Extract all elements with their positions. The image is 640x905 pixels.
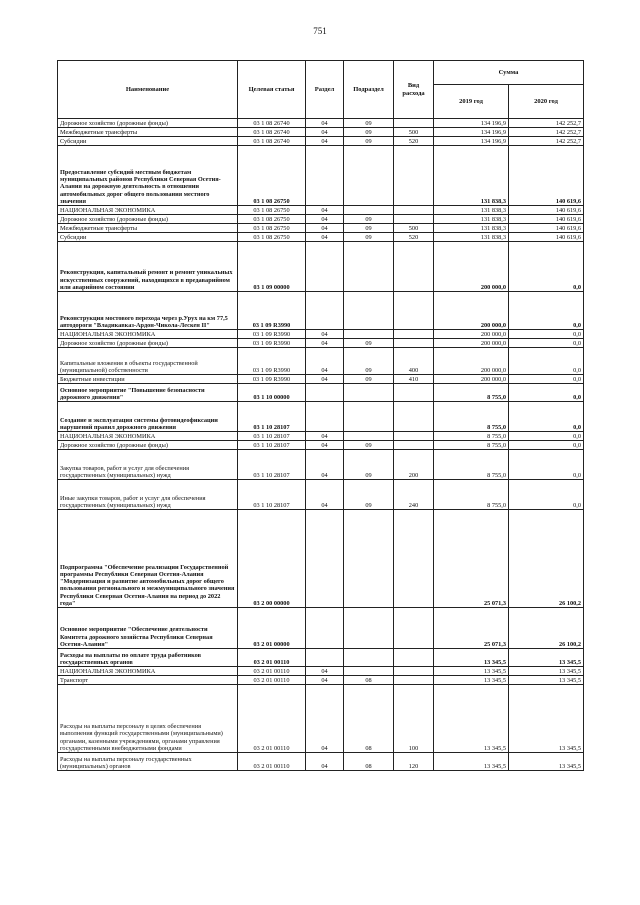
row-name: Транспорт (58, 676, 238, 685)
row-subsection (344, 384, 394, 402)
row-section: 04 (306, 450, 344, 480)
row-subsection: 09 (344, 450, 394, 480)
table-row (58, 480, 584, 510)
header-expense-type: Вид расхода (394, 61, 434, 119)
table-row (58, 339, 584, 348)
row-target: 03 1 10 28107 (238, 450, 306, 480)
row-name: Иные закупки товаров, работ и услуг для обеспечения государственных (муниципальных) нужд (58, 480, 238, 510)
row-target: 03 2 01 00110 (238, 676, 306, 685)
row-expense-type (394, 330, 434, 339)
row-sum-2020: 0,0 (509, 432, 584, 441)
row-sum-2020: 0,0 (509, 384, 584, 402)
row-section (306, 608, 344, 649)
row-expense-type: 520 (394, 137, 434, 146)
row-target: 03 1 10 28107 (238, 402, 306, 432)
table-row (58, 215, 584, 224)
row-sum-2019: 131 838,3 (434, 224, 509, 233)
table-row (58, 242, 584, 292)
row-subsection: 09 (344, 339, 394, 348)
row-sum-2020: 13 345,5 (509, 676, 584, 685)
row-sum-2020: 0,0 (509, 450, 584, 480)
table-row (58, 753, 584, 771)
row-section: 04 (306, 339, 344, 348)
table-row (58, 206, 584, 215)
table-row (58, 667, 584, 676)
row-sum-2020: 13 345,5 (509, 649, 584, 667)
row-section (306, 510, 344, 608)
row-sum-2019: 25 071,3 (434, 608, 509, 649)
row-subsection: 09 (344, 348, 394, 375)
row-subsection: 09 (344, 233, 394, 242)
row-expense-type (394, 510, 434, 608)
row-subsection: 09 (344, 215, 394, 224)
row-sum-2019: 200 000,0 (434, 339, 509, 348)
row-sum-2019: 134 196,9 (434, 137, 509, 146)
row-expense-type (394, 215, 434, 224)
row-target: 03 1 09 R3990 (238, 330, 306, 339)
row-name: Капитальные вложения в объекты государственной (муниципальной) собственности (58, 348, 238, 375)
row-sum-2019: 13 345,5 (434, 685, 509, 753)
row-sum-2019: 134 196,9 (434, 119, 509, 128)
row-section: 04 (306, 215, 344, 224)
row-subsection: 09 (344, 375, 394, 384)
row-name: Расходы на выплаты персоналу в целях обеспечения выполнения функций государственными (муниципальными) органами, казенными учреждениями, органами управления государственными внебюджетными фондами (58, 685, 238, 753)
table-row (58, 441, 584, 450)
table-row (58, 128, 584, 137)
table-row (58, 292, 584, 330)
table-row (58, 510, 584, 608)
row-sum-2019: 8 755,0 (434, 480, 509, 510)
row-section: 04 (306, 676, 344, 685)
row-target: 03 2 00 00000 (238, 510, 306, 608)
row-name: Предоставление субсидий местным бюджетам муниципальных районов Республики Северная Осетия-Алания на дорожную деятельность в отношении автомобильных дорог общего пользования местного значения (58, 146, 238, 206)
row-name: Расходы на выплаты по оплате труда работников государственных органов (58, 649, 238, 667)
row-sum-2019: 25 071,3 (434, 510, 509, 608)
row-section (306, 292, 344, 330)
table-row (58, 137, 584, 146)
row-sum-2019: 200 000,0 (434, 330, 509, 339)
row-sum-2019: 8 755,0 (434, 450, 509, 480)
row-subsection: 08 (344, 753, 394, 771)
row-sum-2019: 131 838,3 (434, 206, 509, 215)
row-sum-2019: 200 000,0 (434, 375, 509, 384)
row-sum-2020: 0,0 (509, 441, 584, 450)
row-subsection (344, 608, 394, 649)
row-expense-type (394, 119, 434, 128)
row-section: 04 (306, 348, 344, 375)
row-sum-2019: 13 345,5 (434, 676, 509, 685)
row-sum-2019: 13 345,5 (434, 667, 509, 676)
row-target: 03 1 08 26750 (238, 146, 306, 206)
row-name: НАЦИОНАЛЬНАЯ ЭКОНОМИКА (58, 330, 238, 339)
row-subsection (344, 402, 394, 432)
row-sum-2020: 0,0 (509, 375, 584, 384)
row-target: 03 1 08 26740 (238, 128, 306, 137)
row-subsection (344, 146, 394, 206)
row-sum-2020: 0,0 (509, 339, 584, 348)
row-section (306, 402, 344, 432)
row-name: Подпрограмма "Обеспечение реализации Государственной программы Республики Северная Осетия-Алания "Модернизация и развитие автомобильных дорог общего пользования регионального и межмуниципального значения Республики Северная Осетия-Алания на период до 2022 года" (58, 510, 238, 608)
table-row (58, 384, 584, 402)
table-row (58, 676, 584, 685)
row-sum-2019: 200 000,0 (434, 292, 509, 330)
row-section (306, 649, 344, 667)
header-sum: Сумма (434, 61, 584, 85)
table-row (58, 233, 584, 242)
row-sum-2020: 13 345,5 (509, 667, 584, 676)
row-section: 04 (306, 667, 344, 676)
row-sum-2020: 0,0 (509, 402, 584, 432)
row-target: 03 1 08 26750 (238, 215, 306, 224)
table-row (58, 649, 584, 667)
table-row (58, 608, 584, 649)
row-expense-type (394, 667, 434, 676)
row-expense-type (394, 292, 434, 330)
header-section: Раздел (306, 61, 344, 119)
row-target: 03 2 01 00000 (238, 608, 306, 649)
row-sum-2020: 0,0 (509, 292, 584, 330)
row-sum-2020: 13 345,5 (509, 685, 584, 753)
row-name: Межбюджетные трансферты (58, 224, 238, 233)
row-expense-type (394, 242, 434, 292)
row-target: 03 1 09 R3990 (238, 348, 306, 375)
table-row (58, 224, 584, 233)
row-target: 03 2 01 00110 (238, 667, 306, 676)
row-name: Субсидии (58, 233, 238, 242)
row-expense-type: 500 (394, 128, 434, 137)
row-expense-type (394, 146, 434, 206)
row-sum-2020: 13 345,5 (509, 753, 584, 771)
row-name: Основное мероприятие "Обеспечение деятельности Комитета дорожного хозяйства Республики Северная Осетия-Алания" (58, 608, 238, 649)
row-target: 03 1 08 26740 (238, 119, 306, 128)
row-subsection: 09 (344, 224, 394, 233)
row-subsection: 08 (344, 676, 394, 685)
row-sum-2020: 140 619,6 (509, 146, 584, 206)
row-target: 03 1 10 00000 (238, 384, 306, 402)
table-row (58, 432, 584, 441)
row-sum-2019: 200 000,0 (434, 242, 509, 292)
row-sum-2019: 8 755,0 (434, 384, 509, 402)
row-section (306, 146, 344, 206)
row-name: Создание и эксплуатация системы фотовидеофиксации нарушений правил дорожного движения (58, 402, 238, 432)
row-section: 04 (306, 330, 344, 339)
row-expense-type: 400 (394, 348, 434, 375)
row-name: Дорожное хозяйство (дорожные фонды) (58, 119, 238, 128)
row-sum-2019: 8 755,0 (434, 402, 509, 432)
row-subsection (344, 432, 394, 441)
row-section: 04 (306, 128, 344, 137)
row-expense-type (394, 608, 434, 649)
row-sum-2019: 131 838,3 (434, 146, 509, 206)
row-target: 03 1 10 28107 (238, 441, 306, 450)
row-sum-2019: 13 345,5 (434, 753, 509, 771)
row-subsection: 09 (344, 441, 394, 450)
row-target: 03 1 09 R3990 (238, 375, 306, 384)
row-name: НАЦИОНАЛЬНАЯ ЭКОНОМИКА (58, 206, 238, 215)
row-section: 04 (306, 224, 344, 233)
row-name: Расходы на выплаты персоналу государственных (муниципальных) органов (58, 753, 238, 771)
row-sum-2019: 8 755,0 (434, 432, 509, 441)
row-target: 03 1 08 26750 (238, 233, 306, 242)
row-subsection (344, 330, 394, 339)
row-section: 04 (306, 480, 344, 510)
row-expense-type (394, 206, 434, 215)
row-expense-type (394, 676, 434, 685)
table-row (58, 375, 584, 384)
row-sum-2019: 131 838,3 (434, 215, 509, 224)
budget-table (57, 60, 584, 771)
row-section: 04 (306, 685, 344, 753)
row-expense-type (394, 432, 434, 441)
row-name: Дорожное хозяйство (дорожные фонды) (58, 339, 238, 348)
row-expense-type (394, 402, 434, 432)
row-name: НАЦИОНАЛЬНАЯ ЭКОНОМИКА (58, 432, 238, 441)
row-target: 03 1 08 26750 (238, 224, 306, 233)
header-year-2020: 2020 год (509, 85, 584, 119)
row-section: 04 (306, 233, 344, 242)
row-target: 03 2 01 00110 (238, 685, 306, 753)
row-name: НАЦИОНАЛЬНАЯ ЭКОНОМИКА (58, 667, 238, 676)
row-sum-2020: 0,0 (509, 330, 584, 339)
header-subsection: Подраздел (344, 61, 394, 119)
header-year-2019: 2019 год (434, 85, 509, 119)
row-name: Дорожное хозяйство (дорожные фонды) (58, 441, 238, 450)
row-name: Дорожное хозяйство (дорожные фонды) (58, 215, 238, 224)
row-expense-type: 240 (394, 480, 434, 510)
row-sum-2020: 142 252,7 (509, 137, 584, 146)
row-section: 04 (306, 119, 344, 128)
row-sum-2020: 140 619,6 (509, 206, 584, 215)
row-section: 04 (306, 432, 344, 441)
row-target: 03 1 09 00000 (238, 242, 306, 292)
row-sum-2020: 140 619,6 (509, 224, 584, 233)
row-section: 04 (306, 753, 344, 771)
row-name: Реконструкция, капитальный ремонт и ремонт уникальных искусственных сооружений, находящихся в предаварийном или аварийном состоянии (58, 242, 238, 292)
row-section (306, 242, 344, 292)
row-name: Основное мероприятие "Повышение безопасности дорожного движения" (58, 384, 238, 402)
row-expense-type (394, 384, 434, 402)
row-name: Субсидии (58, 137, 238, 146)
row-expense-type: 120 (394, 753, 434, 771)
page-number: 751 (313, 26, 327, 36)
row-subsection (344, 667, 394, 676)
row-section: 04 (306, 375, 344, 384)
row-sum-2020: 0,0 (509, 480, 584, 510)
row-section: 04 (306, 441, 344, 450)
table-row (58, 685, 584, 753)
row-sum-2020: 26 100,2 (509, 510, 584, 608)
table-row (58, 330, 584, 339)
row-subsection: 08 (344, 685, 394, 753)
row-sum-2019: 131 838,3 (434, 233, 509, 242)
row-expense-type: 200 (394, 450, 434, 480)
row-section (306, 384, 344, 402)
table-row (58, 450, 584, 480)
row-expense-type (394, 649, 434, 667)
row-expense-type: 410 (394, 375, 434, 384)
row-section: 04 (306, 206, 344, 215)
row-subsection (344, 242, 394, 292)
row-subsection (344, 649, 394, 667)
row-subsection (344, 292, 394, 330)
row-sum-2020: 0,0 (509, 348, 584, 375)
row-target: 03 1 09 R3990 (238, 292, 306, 330)
header-target: Целевая статья (238, 61, 306, 119)
row-subsection: 09 (344, 128, 394, 137)
row-subsection: 09 (344, 480, 394, 510)
row-sum-2020: 140 619,6 (509, 215, 584, 224)
row-target: 03 2 01 00110 (238, 753, 306, 771)
row-subsection: 09 (344, 137, 394, 146)
header-name: Наименование (58, 61, 238, 119)
row-name: Бюджетные инвестиции (58, 375, 238, 384)
row-subsection (344, 206, 394, 215)
row-sum-2020: 142 252,7 (509, 119, 584, 128)
row-name: Закупка товаров, работ и услуг для обеспечения государственных (муниципальных) нужд (58, 450, 238, 480)
row-name: Межбюджетные трансферты (58, 128, 238, 137)
row-target: 03 1 10 28107 (238, 480, 306, 510)
row-expense-type: 520 (394, 233, 434, 242)
row-target: 03 1 08 26740 (238, 137, 306, 146)
row-name: Реконструкция мостового перехода через р.Урух на км 77,5 автодороги "Владикавказ-Ардон-Чикола-Лескен II" (58, 292, 238, 330)
row-sum-2019: 200 000,0 (434, 348, 509, 375)
table-row (58, 146, 584, 206)
row-sum-2020: 0,0 (509, 242, 584, 292)
row-sum-2019: 134 196,9 (434, 128, 509, 137)
table-row (58, 402, 584, 432)
row-target: 03 2 01 00110 (238, 649, 306, 667)
row-sum-2019: 13 345,5 (434, 649, 509, 667)
row-sum-2020: 142 252,7 (509, 128, 584, 137)
row-expense-type (394, 441, 434, 450)
table-row (58, 119, 584, 128)
row-expense-type: 100 (394, 685, 434, 753)
row-target: 03 1 08 26750 (238, 206, 306, 215)
row-expense-type (394, 339, 434, 348)
table-row (58, 348, 584, 375)
row-subsection: 09 (344, 119, 394, 128)
row-target: 03 1 09 R3990 (238, 339, 306, 348)
row-section: 04 (306, 137, 344, 146)
row-sum-2020: 26 100,2 (509, 608, 584, 649)
row-subsection (344, 510, 394, 608)
row-sum-2019: 8 755,0 (434, 441, 509, 450)
row-sum-2020: 140 619,6 (509, 233, 584, 242)
row-target: 03 1 10 28107 (238, 432, 306, 441)
row-expense-type: 500 (394, 224, 434, 233)
